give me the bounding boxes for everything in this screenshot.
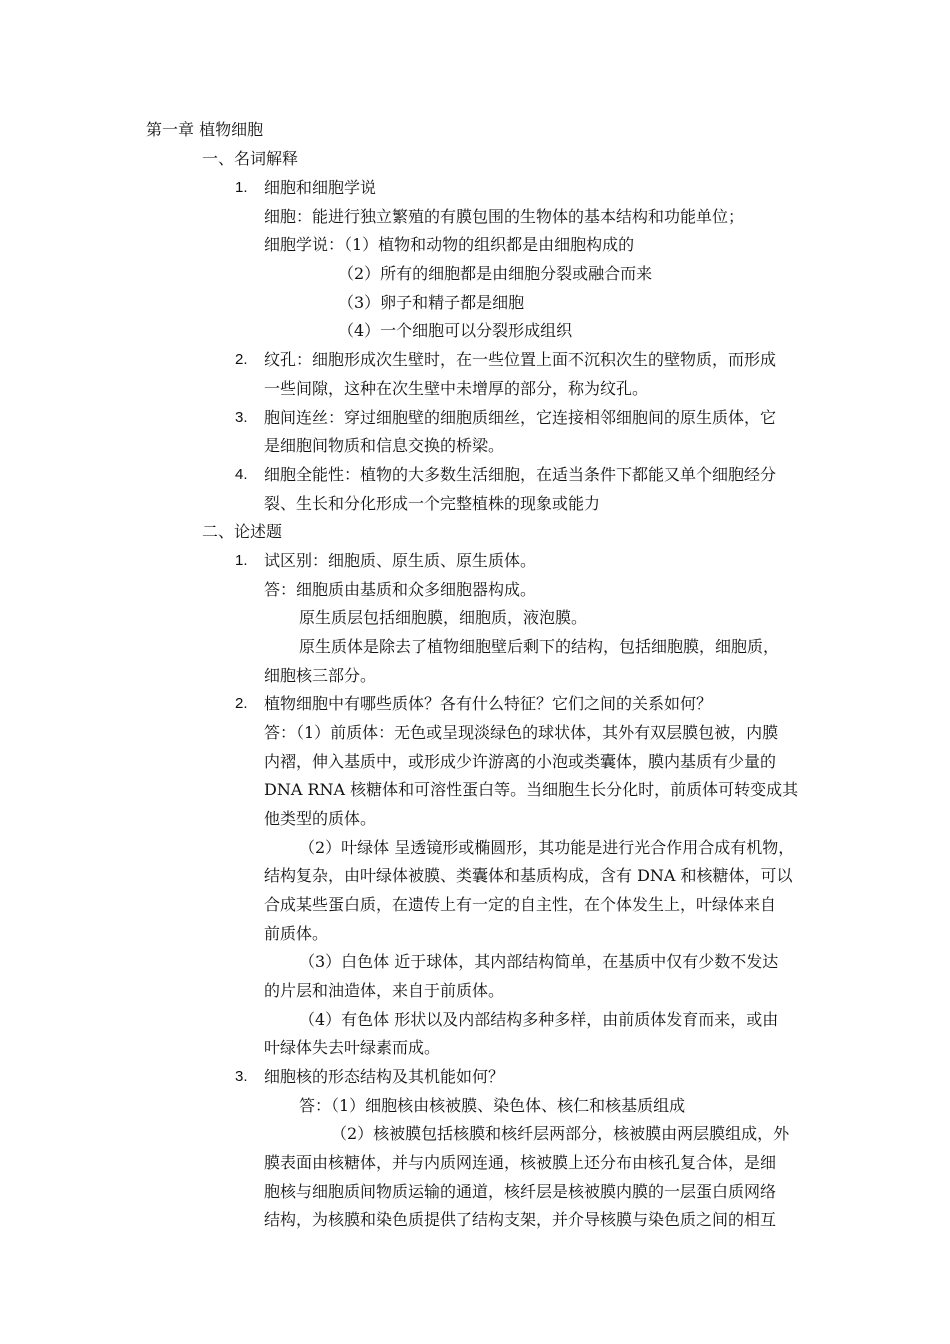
text-line: 原生质层包括细胞膜，细胞质，液泡膜。 [299,608,588,627]
list-number: 1. [235,552,248,569]
text-line: 裂、生长和分化形成一个完整植株的现象或能力 [264,494,601,513]
text-line: 结构，为核膜和染色质提供了结构支架，并介导核膜与染色质之间的相互 [264,1210,777,1229]
question-text: 植物细胞中有哪些质体？各有什么特征？它们之间的关系如何？ [264,694,713,713]
list-number: 2. [235,695,248,712]
list-number: 3. [235,409,248,426]
text-line: 的片层和油造体，来自于前质体。 [264,981,505,1000]
text-line: 是细胞间物质和信息交换的桥梁。 [264,436,505,455]
question-text: 细胞核的形态结构及其机能如何？ [264,1067,505,1086]
text-line: 纹孔：细胞形成次生壁时，在一些位置上面不沉积次生的壁物质，而形成 [264,350,777,369]
text-line: 叶绿体失去叶绿素而成。 [264,1038,441,1057]
text-line: 他类型的质体。 [264,809,377,828]
text-line: 结构复杂，由叶绿体被膜、类囊体和基质构成，含有 DNA 和核糖体，可以 [264,866,793,885]
chapter-title: 第一章 植物细胞 [146,120,264,139]
text-line: 答：细胞质由基质和众多细胞器构成。 [264,580,537,599]
text-line: （2）核被膜包括核膜和核纤层两部分，核被膜由两层膜组成，外 [331,1124,790,1143]
list-number: 1. [235,179,248,196]
text-line: 细胞全能性：植物的大多数生活细胞，在适当条件下都能又单个细胞经分 [264,465,777,484]
text-line: 细胞核三部分。 [264,666,377,685]
text-line: 膜表面由核糖体，并与内质网连通，核被膜上还分布由核孔复合体，是细 [264,1153,777,1172]
text-line: 合成某些蛋白质，在遗传上有一定的自主性，在个体发生上，叶绿体来自 [264,895,777,914]
text-line: （3）白色体 近于球体，其内部结构简单，在基质中仅有少数不发达 [299,952,779,971]
text-line: 答：（1）细胞核由核被膜、染色体、核仁和核基质组成 [299,1096,686,1115]
list-number: 2. [235,351,248,368]
text-line: （2）叶绿体 呈透镜形或椭圆形，其功能是进行光合作用合成有机物， [299,838,795,857]
text-line: 答：（1）前质体：无色或呈现淡绿色的球状体，其外有双层膜包被，内膜 [264,723,779,742]
list-number: 4. [235,466,248,483]
section-1-title: 一、名词解释 [202,149,299,168]
text-line: （4）一个细胞可以分裂形成组织 [338,321,573,340]
text-line: （3）卵子和精子都是细胞 [338,293,525,312]
text-line: （2）所有的细胞都是由细胞分裂或融合而来 [338,264,653,283]
text-line: 胞间连丝：穿过细胞壁的细胞质细丝，它连接相邻细胞间的原生质体，它 [264,408,777,427]
text-line: （4）有色体 形状以及内部结构多种多样，由前质体发育而来，或由 [299,1010,779,1029]
text-line: 胞核与细胞质间物质运输的通道，核纤层是核被膜内膜的一层蛋白质网络 [264,1182,777,1201]
text-line: 前质体。 [264,924,329,943]
text-line: 细胞：能进行独立繁殖的有膜包围的生物体的基本结构和功能单位； [264,207,745,226]
list-number: 3. [235,1068,248,1085]
question-text: 试区别：细胞质、原生质、原生质体。 [264,551,537,570]
text-line: 一些间隙，这种在次生壁中未增厚的部分，称为纹孔。 [264,379,649,398]
text-line: 内褶，伸入基质中，或形成少许游离的小泡或类囊体，膜内基质有少量的 [264,752,777,771]
section-2-title: 二、论述题 [202,522,283,541]
text-line: 细胞学说：（1）植物和动物的组织都是由细胞构成的 [264,235,635,254]
term-title: 细胞和细胞学说 [264,178,377,197]
text-line: 原生质体是除去了植物细胞壁后剩下的结构，包括细胞膜，细胞质， [299,637,780,656]
text-line: DNA RNA 核糖体和可溶性蛋白等。当细胞生长分化时，前质体可转变成其 [264,780,799,799]
